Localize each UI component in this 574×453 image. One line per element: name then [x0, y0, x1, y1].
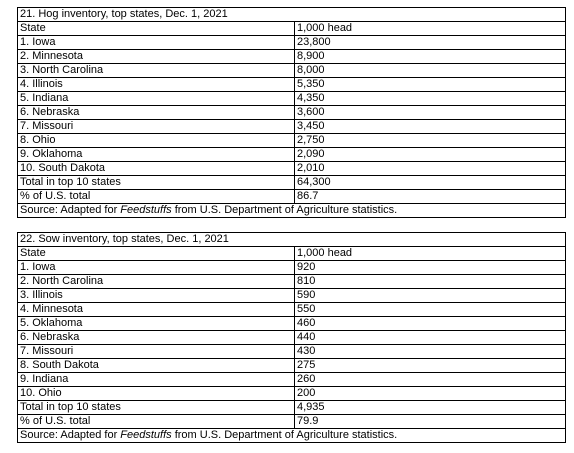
state-cell: 9. Oklahoma — [18, 148, 295, 162]
total-label: Total in top 10 states — [18, 401, 295, 415]
table-row — [18, 345, 566, 359]
value-cell: 440 — [295, 331, 566, 345]
table-row — [18, 275, 566, 289]
value-cell: 8,900 — [295, 50, 566, 64]
state-cell: 4. Minnesota — [18, 303, 295, 317]
table-row — [18, 120, 566, 134]
column-header-state: State — [18, 22, 295, 36]
hog-inventory-table — [17, 7, 566, 218]
total-label: Total in top 10 states — [18, 176, 295, 190]
state-cell: 3. Illinois — [18, 289, 295, 303]
value-cell: 4,350 — [295, 92, 566, 106]
value-cell: 3,450 — [295, 120, 566, 134]
source-suffix: from U.S. Department of Agriculture statistics. — [171, 429, 398, 441]
table-row — [18, 317, 566, 331]
source-note — [18, 429, 566, 443]
table-row — [18, 261, 566, 275]
state-cell: 3. North Carolina — [18, 64, 295, 78]
total-row — [18, 176, 566, 190]
table-row — [18, 92, 566, 106]
state-cell: 8. South Dakota — [18, 359, 295, 373]
state-cell: 2. North Carolina — [18, 275, 295, 289]
source-note — [18, 204, 566, 218]
state-cell: 10. South Dakota — [18, 162, 295, 176]
value-cell: 2,750 — [295, 134, 566, 148]
source-prefix: Source: Adapted for — [20, 204, 121, 216]
table-title: 21. Hog inventory, top states, Dec. 1, 2021 — [18, 8, 566, 22]
total-value: 64,300 — [295, 176, 566, 190]
state-cell: 1. Iowa — [18, 36, 295, 50]
value-cell: 810 — [295, 275, 566, 289]
table-row — [18, 303, 566, 317]
state-cell: 4. Illinois — [18, 78, 295, 92]
state-cell: 5. Indiana — [18, 92, 295, 106]
percent-row — [18, 415, 566, 429]
table-row — [18, 64, 566, 78]
source-publication: Feedstuffs — [120, 204, 172, 216]
table-row — [18, 387, 566, 401]
value-cell: 550 — [295, 303, 566, 317]
table-title: 22. Sow inventory, top states, Dec. 1, 2021 — [18, 233, 566, 247]
state-cell: 10. Ohio — [18, 387, 295, 401]
source-suffix: from U.S. Department of Agriculture statistics. — [171, 204, 398, 216]
source-row — [18, 429, 566, 443]
value-cell: 260 — [295, 373, 566, 387]
percent-label: % of U.S. total — [18, 415, 295, 429]
value-cell: 590 — [295, 289, 566, 303]
table-row — [18, 289, 566, 303]
percent-value: 86.7 — [295, 190, 566, 204]
column-header-value: 1,000 head — [295, 22, 566, 36]
state-cell: 7. Missouri — [18, 120, 295, 134]
value-cell: 2,090 — [295, 148, 566, 162]
state-cell: 2. Minnesota — [18, 50, 295, 64]
table-row — [18, 373, 566, 387]
sow-inventory-table — [17, 232, 566, 443]
table-title-row — [18, 8, 566, 22]
total-row — [18, 401, 566, 415]
column-header-state: State — [18, 247, 295, 261]
state-cell: 1. Iowa — [18, 261, 295, 275]
value-cell: 8,000 — [295, 64, 566, 78]
value-cell: 460 — [295, 317, 566, 331]
state-cell: 6. Nebraska — [18, 331, 295, 345]
state-cell: 9. Indiana — [18, 373, 295, 387]
state-cell: 8. Ohio — [18, 134, 295, 148]
percent-row — [18, 190, 566, 204]
value-cell: 200 — [295, 387, 566, 401]
total-value: 4,935 — [295, 401, 566, 415]
table-header-row — [18, 247, 566, 261]
table-row — [18, 162, 566, 176]
state-cell: 6. Nebraska — [18, 106, 295, 120]
table-row — [18, 78, 566, 92]
value-cell: 2,010 — [295, 162, 566, 176]
state-cell: 5. Oklahoma — [18, 317, 295, 331]
source-prefix: Source: Adapted for — [20, 429, 121, 441]
table-row — [18, 106, 566, 120]
value-cell: 23,800 — [295, 36, 566, 50]
state-cell: 7. Missouri — [18, 345, 295, 359]
table-row — [18, 148, 566, 162]
value-cell: 275 — [295, 359, 566, 373]
value-cell: 3,600 — [295, 106, 566, 120]
value-cell: 920 — [295, 261, 566, 275]
table-row — [18, 331, 566, 345]
table-header-row — [18, 22, 566, 36]
value-cell: 5,350 — [295, 78, 566, 92]
table-row — [18, 359, 566, 373]
table-row — [18, 36, 566, 50]
source-row — [18, 204, 566, 218]
table-row — [18, 134, 566, 148]
column-header-value: 1,000 head — [295, 247, 566, 261]
table-row — [18, 50, 566, 64]
percent-value: 79.9 — [295, 415, 566, 429]
percent-label: % of U.S. total — [18, 190, 295, 204]
value-cell: 430 — [295, 345, 566, 359]
source-publication: Feedstuffs — [120, 429, 172, 441]
table-title-row — [18, 233, 566, 247]
